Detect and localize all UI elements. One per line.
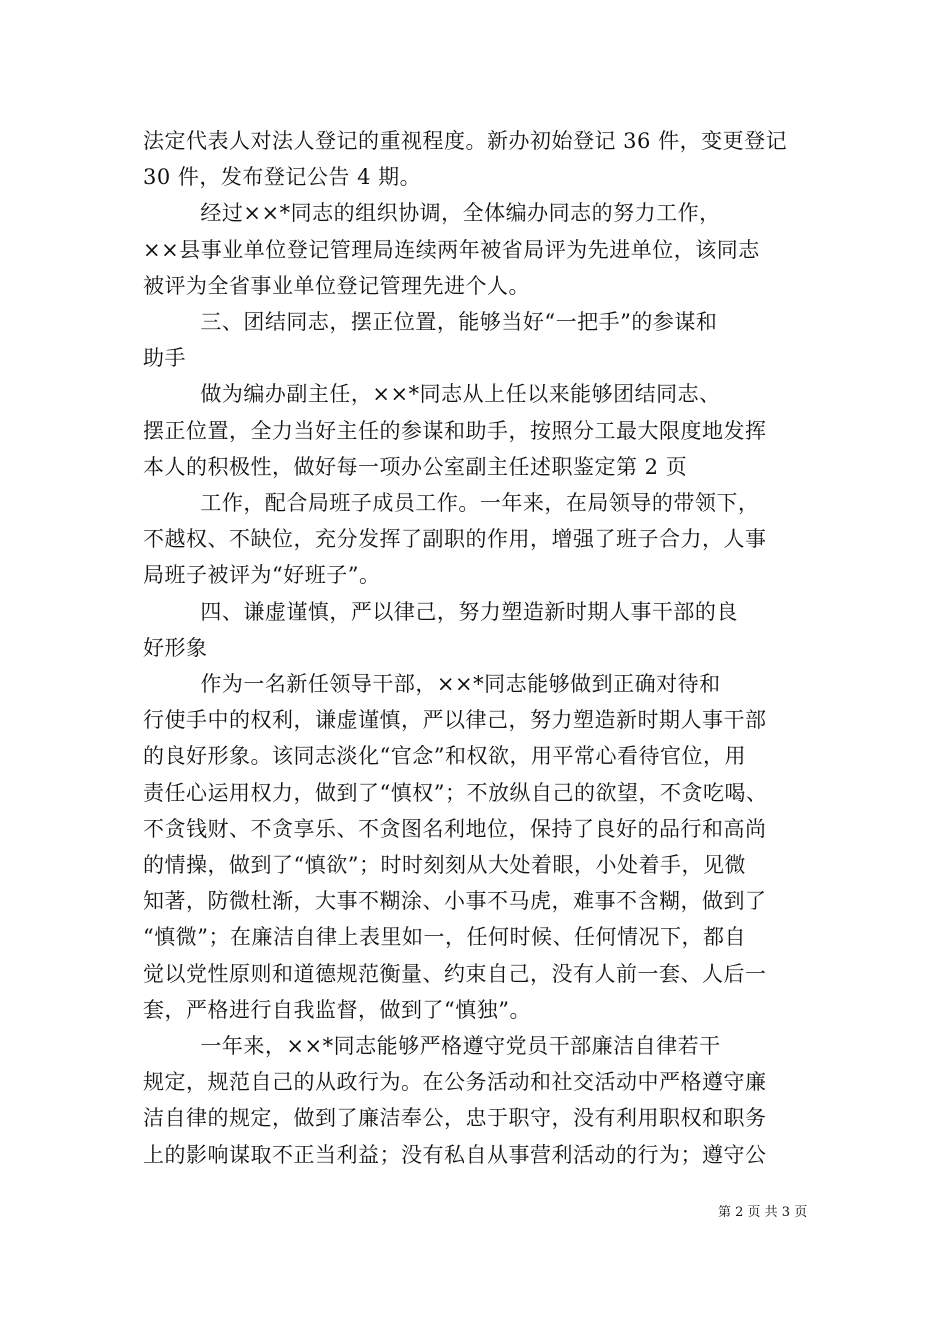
- text-line: 规定，规范自己的从政行为。在公务活动和社交活动中严格遵守廉: [143, 1070, 767, 1094]
- text-line: 不贪钱财、不贪享乐、不贪图名利地位，保持了良好的品行和高尚: [143, 817, 767, 841]
- text-line: 知著，防微杜渐，大事不糊涂、小事不马虎，难事不含糊，做到了: [143, 889, 767, 913]
- section-heading: 四、谦虚谨慎，严以律己，努力塑造新时期人事干部的良: [143, 600, 738, 624]
- text-line: 做为编办副主任，××*同志从上任以来能够团结同志、: [143, 382, 721, 406]
- text-line: 的情操，做到了“慎欲”；时时刻刻从大处着眼，小处着手，见微: [143, 853, 746, 877]
- text-line: 作为一名新任领导干部，××*同志能够做到正确对待和: [143, 672, 721, 696]
- text-line: 洁自律的规定，做到了廉洁奉公，忠于职守，没有利用职权和职务: [143, 1106, 767, 1130]
- text-line: 局班子被评为“好班子”。: [143, 563, 381, 587]
- page-number-footer: 第 2 页 共 3 页: [718, 1205, 808, 1220]
- section-heading: 三、团结同志，摆正位置，能够当好“一把手”的参谋和: [143, 310, 718, 334]
- section-heading-continued: 助手: [143, 346, 186, 370]
- text-line: 工作，配合局班子成员工作。一年来，在局领导的带领下，: [143, 491, 760, 515]
- section-heading-continued: 好形象: [143, 636, 208, 660]
- text-line: 不越权、不缺位，充分发挥了副职的作用，增强了班子合力，人事: [143, 527, 767, 551]
- text-line: 责任心运用权力，做到了“慎权”；不放纵自己的欲望，不贪吃喝、: [143, 781, 768, 805]
- text-line: 套，严格进行自我监督，做到了“慎独”。: [143, 998, 531, 1022]
- text-line: 法定代表人对法人登记的重视程度。新办初始登记 36 件，变更登记: [143, 129, 788, 153]
- text-line: 觉以党性原则和道德规范衡量、约束自己，没有人前一套、人后一: [143, 962, 767, 986]
- text-line: ××县事业单位登记管理局连续两年被省局评为先进单位，该同志: [143, 238, 760, 262]
- text-line: 30 件，发布登记公告 4 期。: [143, 165, 422, 189]
- text-line: 本人的积极性，做好每一项办公室副主任述职鉴定第 2 页: [143, 455, 688, 479]
- text-line: 摆正位置，全力当好主任的参谋和助手，按照分工最大限度地发挥: [143, 419, 767, 443]
- text-line: 经过××*同志的组织协调，全体编办同志的努力工作，: [143, 201, 721, 225]
- text-line: “慎微”；在廉洁自律上表里如一，任何时候、任何情况下，都自: [143, 925, 746, 949]
- text-line: 行使手中的权利，谦虚谨慎，严以律己，努力塑造新时期人事干部: [143, 708, 767, 732]
- text-line: 的良好形象。该同志淡化“官念”和权欲，用平常心看待官位，用: [143, 744, 746, 768]
- text-line: 被评为全省事业单位登记管理先进个人。: [143, 274, 530, 298]
- text-line: 上的影响谋取不正当利益；没有私自从事营利活动的行为；遵守公: [143, 1143, 767, 1167]
- text-line: 一年来，××*同志能够严格遵守党员干部廉洁自律若干: [143, 1034, 721, 1058]
